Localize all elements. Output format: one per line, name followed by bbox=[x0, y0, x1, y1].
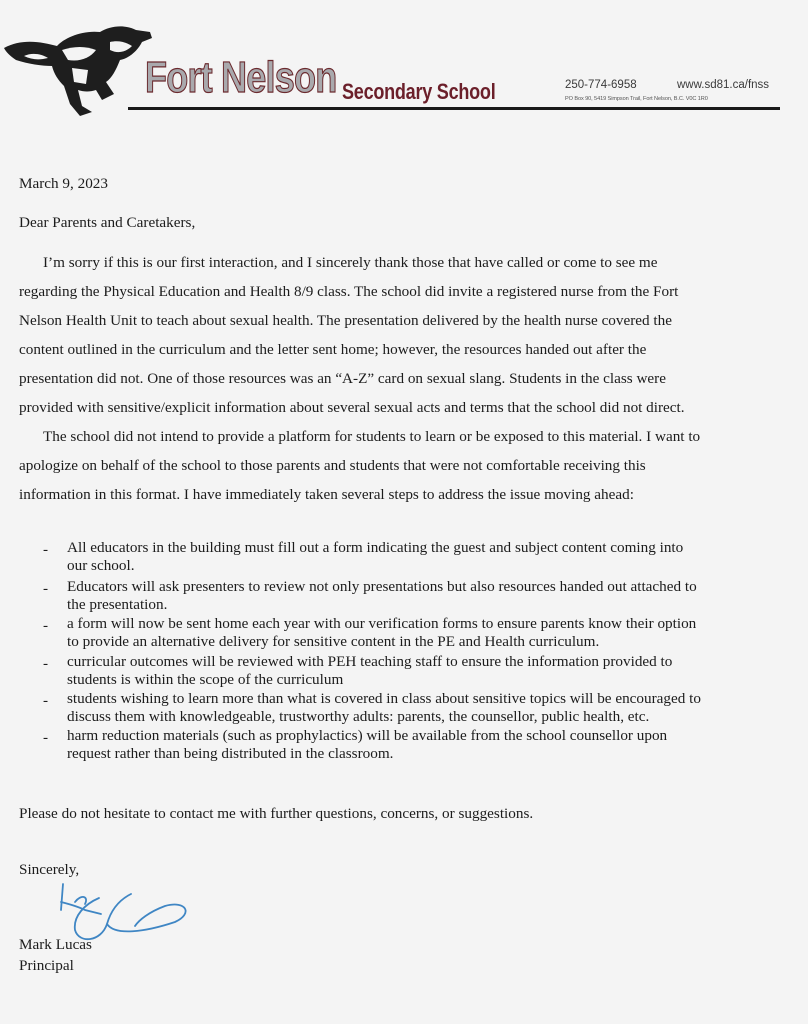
school-address: PO Box 90, 5419 Simpson Trail, Fort Nelson, B.C. V0C 1R0 bbox=[565, 96, 708, 102]
bullet-text: students wishing to learn more than what is covered in class about sensitive topics will be encouraged to bbox=[67, 690, 701, 707]
bullet-dash: - bbox=[43, 580, 49, 597]
closing-line: Please do not hesitate to contact me with further questions, concerns, or suggestions. bbox=[19, 805, 534, 822]
bullet-text: request rather than being distributed in the classroom. bbox=[67, 745, 394, 762]
bullet-dash: - bbox=[43, 541, 49, 558]
bullet-dash: - bbox=[43, 655, 49, 672]
paragraph-line: apologize on behalf of the school to those parents and students that were not comfortable receiving this bbox=[19, 457, 646, 474]
signer-name: Mark Lucas bbox=[19, 936, 92, 953]
bullet-text: discuss them with knowledgeable, trustworthy adults: parents, the counsellor, public health, etc. bbox=[67, 708, 650, 725]
school-subtitle: Secondary School bbox=[342, 79, 496, 104]
school-name: Fort Nelson bbox=[145, 53, 337, 102]
bullet-text: our school. bbox=[67, 557, 135, 574]
bullet-dash: - bbox=[43, 729, 49, 746]
bullet-text: to provide an alternative delivery for sensitive content in the PE and Health curriculum. bbox=[67, 633, 600, 650]
bullet-dash: - bbox=[43, 692, 49, 709]
paragraph-line: presentation did not. One of those resources was an “A-Z” card on sexual slang. Students in the class were bbox=[19, 370, 666, 387]
bullet-text: harm reduction materials (such as prophylactics) will be available from the school counsellor upon bbox=[67, 727, 668, 744]
letterhead-rule bbox=[128, 107, 780, 110]
husky-logo-icon bbox=[2, 20, 162, 120]
signer-title: Principal bbox=[19, 957, 74, 974]
paragraph-line: content outlined in the curriculum and the letter sent home; however, the resources handed out after the bbox=[19, 341, 647, 358]
bullet-text: Educators will ask presenters to review not only presentations but also resources handed out attached to bbox=[67, 578, 697, 595]
bullet-text: students is within the scope of the curriculum bbox=[67, 671, 344, 688]
letter-date: March 9, 2023 bbox=[19, 175, 108, 192]
school-phone: 250-774-6958 bbox=[565, 79, 637, 91]
paragraph-line: regarding the Physical Education and Health 8/9 class. The school did invite a registered nurse from the Fort bbox=[19, 283, 679, 300]
school-website: www.sd81.ca/fnss bbox=[677, 79, 770, 91]
signoff: Sincerely, bbox=[19, 861, 80, 878]
bullet-text: a form will now be sent home each year with our verification forms to ensure parents know their option bbox=[67, 615, 697, 632]
paragraph-line: Nelson Health Unit to teach about sexual health. The presentation delivered by the health nurse covered the bbox=[19, 312, 672, 329]
bullet-text: the presentation. bbox=[67, 596, 168, 613]
salutation: Dear Parents and Caretakers, bbox=[19, 214, 196, 231]
paragraph-line: The school did not intend to provide a platform for students to learn or be exposed to this material. I want to bbox=[43, 428, 701, 445]
letterhead bbox=[0, 0, 808, 130]
paragraph-line: provided with sensitive/explicit information about several sexual acts and terms that the school did not direct. bbox=[19, 399, 685, 416]
paragraph-line: I’m sorry if this is our first interaction, and I sincerely thank those that have called or come to see me bbox=[43, 254, 658, 271]
bullet-text: All educators in the building must fill out a form indicating the guest and subject content coming into bbox=[67, 539, 684, 556]
paragraph-line: information in this format. I have immediately taken several steps to address the issue moving ahead: bbox=[19, 486, 634, 503]
bullet-dash: - bbox=[43, 617, 49, 634]
bullet-text: curricular outcomes will be reviewed with PEH teaching staff to ensure the information provided to bbox=[67, 653, 673, 670]
